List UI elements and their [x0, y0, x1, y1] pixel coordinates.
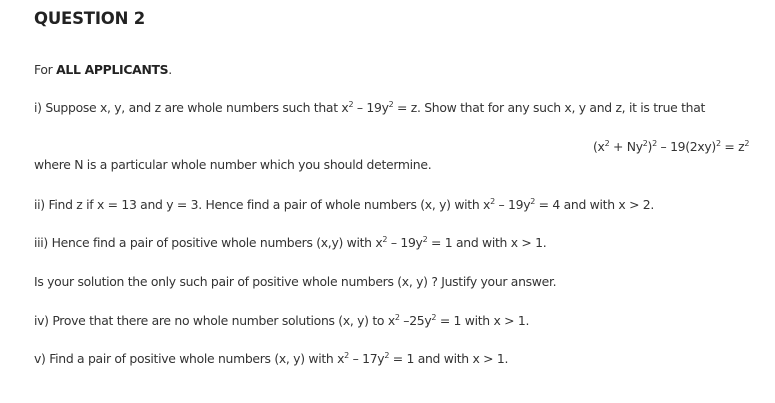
justify-line: Is your solution the only such pair of positive whole numbers (x, y) ? Justify your answer.: [34, 274, 557, 289]
part-iii: iii) Hence find a pair of positive whole numbers (x,y) with $x^2 - 19y^2 = 1$ and with x > 1.: [34, 235, 547, 250]
where-line: where N is a particular whole number which you should determine.: [34, 157, 432, 172]
part-v: v) Find a pair of positive whole numbers (x, y) with $x^2 - 17y^2 = 1$ and with x > 1.: [34, 351, 509, 366]
audience-line: For ALL APPLICANTS.: [34, 62, 172, 77]
part-iv: iv) Prove that there are no whole number solutions (x, y) to $x^2$ $-25y^2 = 1$ with x > 1.: [34, 313, 530, 328]
question-title: QUESTION 2: [34, 9, 146, 28]
identity-equation: $(x^2 + Ny^2)^2 - 19(2xy)^2 = z^2$: [593, 139, 750, 154]
part-i: i) Suppose x, y, and z are whole numbers such that $x^2 - 19y^2 = z$. Show that for any such x, y and z, it is true that: [34, 100, 706, 115]
part-ii: ii) Find z if x = 13 and y = 3. Hence find a pair of whole numbers (x, y) with $x^2 - 19y^2 = 4$ and with x > 2.: [34, 197, 655, 212]
audience-label: ALL APPLICANTS: [56, 62, 169, 77]
